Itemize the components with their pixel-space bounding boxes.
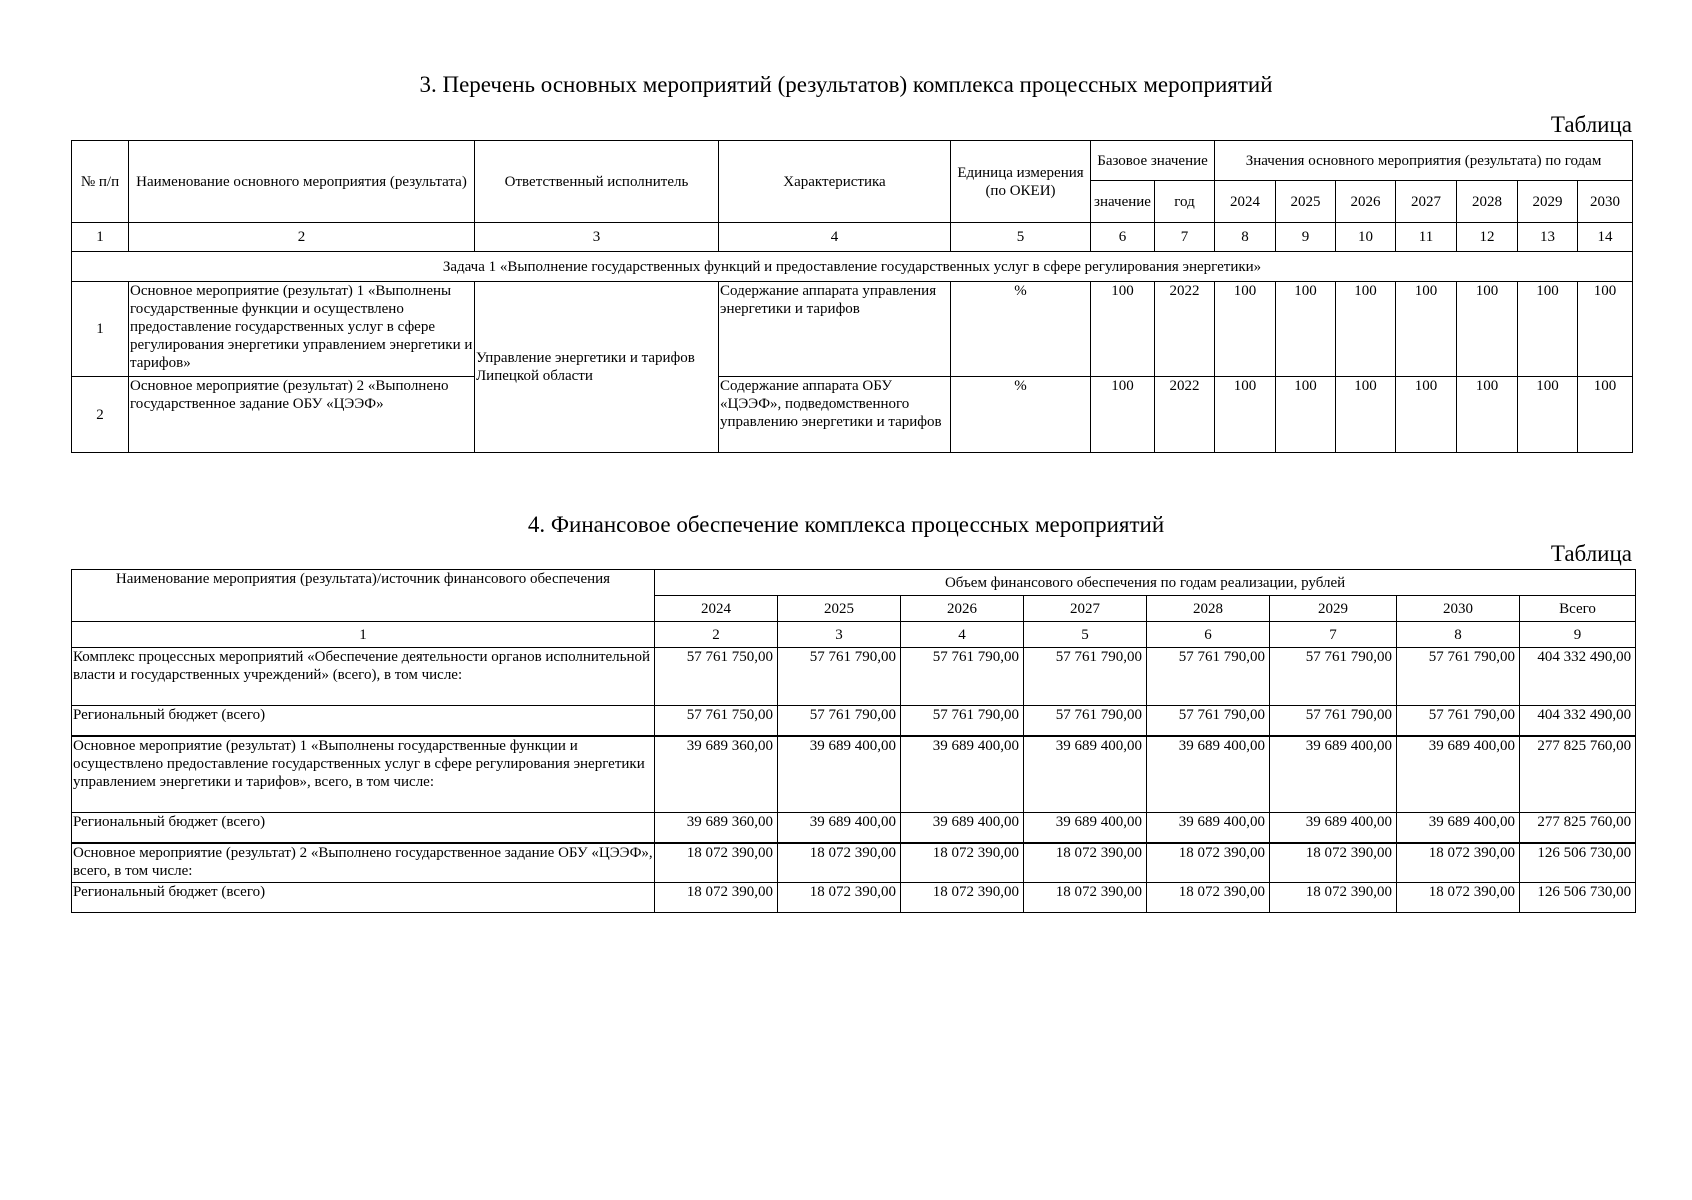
row-value: 57 761 790,00: [1147, 648, 1270, 706]
header-base-value: значение: [1091, 181, 1155, 223]
row-value: 18 072 390,00: [1147, 843, 1270, 883]
column-numbers-row: [72, 622, 1636, 648]
row-value: 57 761 790,00: [1270, 648, 1397, 706]
col-number: 2: [129, 223, 475, 252]
row-value: 100: [1518, 377, 1578, 453]
header-base-year: год: [1155, 181, 1215, 223]
header-year: 2029: [1270, 596, 1397, 622]
row-value: 39 689 400,00: [1397, 736, 1520, 813]
header-year: 2024: [655, 596, 778, 622]
row-value: 100: [1336, 377, 1396, 453]
header-year: 2025: [778, 596, 901, 622]
row-value: 100: [1578, 377, 1633, 453]
row-value: 57 761 790,00: [1024, 706, 1147, 736]
col-number: 1: [72, 622, 655, 648]
header-unit: Единица измерения (по ОКЕИ): [951, 141, 1091, 223]
row-executor: Управление энергетики и тарифов Липецкой области: [475, 282, 719, 453]
header-year: 2024: [1215, 181, 1276, 223]
col-number: 11: [1396, 223, 1457, 252]
col-number: 7: [1270, 622, 1397, 648]
table-row: [72, 706, 1636, 736]
row-name: Региональный бюджет (всего): [72, 883, 655, 913]
row-value: 57 761 790,00: [1397, 648, 1520, 706]
header-year: 2029: [1518, 181, 1578, 223]
table-row: [72, 813, 1636, 843]
row-name: Основное мероприятие (результат) 1 «Выполнены государственные функции и осуществлено предоставление государственных услуг в сфере регулирования энергетики управлением энергетики и тарифов», всего, в том числе:: [72, 736, 655, 813]
section3-table-label: Таблица: [1550, 112, 1632, 137]
header-name: Наименование мероприятия (результата)/источник финансового обеспечения: [72, 570, 655, 622]
row-value: 100: [1336, 282, 1396, 377]
row-unit: %: [951, 282, 1091, 377]
col-number: 2: [655, 622, 778, 648]
row-value: 18 072 390,00: [655, 843, 778, 883]
row-value: 57 761 790,00: [778, 706, 901, 736]
row-value: 39 689 400,00: [1397, 813, 1520, 843]
row-base-year: 2022: [1155, 377, 1215, 453]
header-values-by-year: Значения основного мероприятия (результата) по годам: [1215, 141, 1633, 181]
header-row: [72, 141, 1633, 181]
header-volume: Объем финансового обеспечения по годам реализации, рублей: [655, 570, 1636, 596]
header-executor: Ответственный исполнитель: [475, 141, 719, 223]
row-value: 39 689 360,00: [655, 736, 778, 813]
col-number: 10: [1336, 223, 1396, 252]
row-total: 126 506 730,00: [1520, 883, 1636, 913]
row-value: 18 072 390,00: [901, 883, 1024, 913]
row-base-value: 100: [1091, 282, 1155, 377]
table-row: [72, 648, 1636, 706]
row-value: 18 072 390,00: [1024, 843, 1147, 883]
col-number: 4: [719, 223, 951, 252]
table-row: [72, 843, 1636, 883]
row-value: 39 689 360,00: [655, 813, 778, 843]
row-total: 404 332 490,00: [1520, 706, 1636, 736]
row-value: 100: [1215, 377, 1276, 453]
row-name: Региональный бюджет (всего): [72, 813, 655, 843]
col-number: 3: [475, 223, 719, 252]
row-num: 2: [72, 377, 129, 453]
row-value: 18 072 390,00: [655, 883, 778, 913]
col-number: 5: [1024, 622, 1147, 648]
row-value: 39 689 400,00: [778, 813, 901, 843]
row-value: 100: [1457, 377, 1518, 453]
row-name: Региональный бюджет (всего): [72, 706, 655, 736]
col-number: 5: [951, 223, 1091, 252]
header-year: 2027: [1024, 596, 1147, 622]
row-name: Комплекс процессных мероприятий «Обеспечение деятельности органов исполнительной власти и государственных учреждений» (всего), в том числе:: [72, 648, 655, 706]
table-row: [72, 736, 1636, 813]
row-value: 18 072 390,00: [1270, 843, 1397, 883]
header-row: [72, 570, 1636, 596]
row-value: 18 072 390,00: [1270, 883, 1397, 913]
col-number: 6: [1091, 223, 1155, 252]
header-year: 2028: [1457, 181, 1518, 223]
row-name: Основное мероприятие (результат) 2 «Выполнено государственное задание ОБУ «ЦЭЭФ»: [129, 377, 475, 453]
row-value: 39 689 400,00: [1270, 813, 1397, 843]
row-num: 1: [72, 282, 129, 377]
row-total: 277 825 760,00: [1520, 813, 1636, 843]
table-row: [72, 282, 1633, 377]
col-number: 9: [1276, 223, 1336, 252]
row-value: 57 761 790,00: [1024, 648, 1147, 706]
row-characteristic: Содержание аппарата управления энергетики и тарифов: [719, 282, 951, 377]
row-value: 100: [1518, 282, 1578, 377]
row-value: 100: [1457, 282, 1518, 377]
header-year: 2026: [901, 596, 1024, 622]
header-name: Наименование основного мероприятия (результата): [129, 141, 475, 223]
row-value: 18 072 390,00: [1147, 883, 1270, 913]
row-value: 39 689 400,00: [901, 736, 1024, 813]
row-name: Основное мероприятие (результат) 2 «Выполнено государственное задание ОБУ «ЦЭЭФ», всего, в том числе:: [72, 843, 655, 883]
row-value: 57 761 790,00: [1270, 706, 1397, 736]
header-total: Всего: [1520, 596, 1636, 622]
row-value: 57 761 750,00: [655, 648, 778, 706]
header-year: 2028: [1147, 596, 1270, 622]
col-number: 4: [901, 622, 1024, 648]
row-value: 39 689 400,00: [901, 813, 1024, 843]
header-year: 2030: [1397, 596, 1520, 622]
column-numbers-row: [72, 223, 1633, 252]
row-value: 57 761 790,00: [1397, 706, 1520, 736]
header-characteristic: Характеристика: [719, 141, 951, 223]
col-number: 1: [72, 223, 129, 252]
row-value: 39 689 400,00: [1270, 736, 1397, 813]
section4-title: 4. Финансовое обеспечение комплекса процессных мероприятий: [527, 512, 1165, 537]
task-row: [72, 252, 1633, 282]
row-value: 100: [1276, 377, 1336, 453]
col-number: 8: [1215, 223, 1276, 252]
row-base-value: 100: [1091, 377, 1155, 453]
row-value: 57 761 750,00: [655, 706, 778, 736]
row-characteristic: Содержание аппарата ОБУ «ЦЭЭФ», подведомственного управлению энергетики и тарифов: [719, 377, 951, 453]
col-number: 8: [1397, 622, 1520, 648]
row-base-year: 2022: [1155, 282, 1215, 377]
col-number: 13: [1518, 223, 1578, 252]
row-value: 39 689 400,00: [1147, 813, 1270, 843]
table-row: [72, 377, 1633, 453]
col-number: 12: [1457, 223, 1518, 252]
row-value: 57 761 790,00: [1147, 706, 1270, 736]
row-value: 18 072 390,00: [1397, 843, 1520, 883]
row-value: 39 689 400,00: [1024, 813, 1147, 843]
row-value: 18 072 390,00: [901, 843, 1024, 883]
col-number: 14: [1578, 223, 1633, 252]
row-total: 277 825 760,00: [1520, 736, 1636, 813]
financing-table: [71, 569, 1636, 913]
task-title: Задача 1 «Выполнение государственных функций и предоставление государственных услуг в сфере регулирования энергетики»: [72, 252, 1633, 282]
row-value: 39 689 400,00: [778, 736, 901, 813]
row-name: Основное мероприятие (результат) 1 «Выполнены государственные функции и осуществлено предоставление государственных услуг в сфере регулирования энергетики управлением энергетики и тарифов»: [129, 282, 475, 377]
row-value: 57 761 790,00: [901, 648, 1024, 706]
row-value: 39 689 400,00: [1147, 736, 1270, 813]
row-value: 100: [1578, 282, 1633, 377]
row-value: 39 689 400,00: [1024, 736, 1147, 813]
activities-table: [71, 140, 1633, 453]
header-year: 2027: [1396, 181, 1457, 223]
row-value: 100: [1215, 282, 1276, 377]
col-number: 6: [1147, 622, 1270, 648]
section3-title: 3. Перечень основных мероприятий (результатов) комплекса процессных мероприятий: [419, 72, 1273, 97]
row-value: 57 761 790,00: [901, 706, 1024, 736]
header-year: 2025: [1276, 181, 1336, 223]
header-num: № п/п: [72, 141, 129, 223]
row-unit: %: [951, 377, 1091, 453]
row-total: 126 506 730,00: [1520, 843, 1636, 883]
row-value: 100: [1276, 282, 1336, 377]
row-value: 18 072 390,00: [778, 843, 901, 883]
col-number: 7: [1155, 223, 1215, 252]
header-year: 2026: [1336, 181, 1396, 223]
section4-table-label: Таблица: [1550, 541, 1632, 566]
row-value: 18 072 390,00: [1024, 883, 1147, 913]
row-value: 18 072 390,00: [778, 883, 901, 913]
header-base: Базовое значение: [1091, 141, 1215, 181]
col-number: 9: [1520, 622, 1636, 648]
row-value: 18 072 390,00: [1397, 883, 1520, 913]
header-year: 2030: [1578, 181, 1633, 223]
col-number: 3: [778, 622, 901, 648]
row-value: 100: [1396, 377, 1457, 453]
row-total: 404 332 490,00: [1520, 648, 1636, 706]
table-row: [72, 883, 1636, 913]
row-value: 57 761 790,00: [778, 648, 901, 706]
row-value: 100: [1396, 282, 1457, 377]
